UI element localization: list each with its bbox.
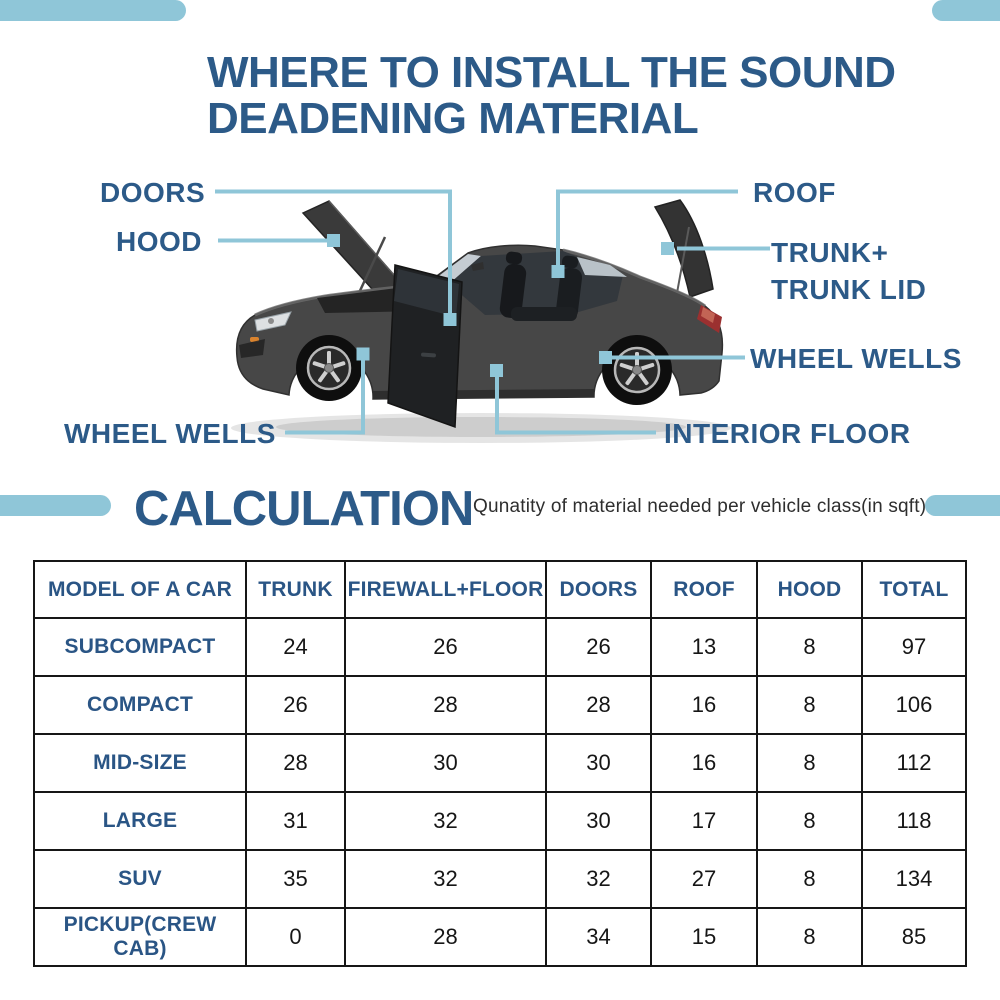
callout-line-roof (558, 192, 738, 266)
value-cell: 32 (345, 792, 546, 850)
value-cell: 26 (345, 618, 546, 676)
table-row (34, 792, 966, 850)
page-title-line2: DEADENING MATERIAL (207, 94, 699, 143)
table-body (34, 618, 966, 966)
table-row (34, 850, 966, 908)
value-cell: 106 (862, 676, 966, 734)
table-row (34, 908, 966, 966)
row-label: SUV (34, 850, 246, 908)
label-wheel-wells-left: WHEEL WELLS (64, 418, 276, 449)
value-cell: 35 (246, 850, 345, 908)
label-wheel-wells-right: WHEEL WELLS (750, 343, 962, 374)
calculation-table (33, 560, 967, 967)
value-cell: 30 (546, 734, 651, 792)
value-cell: 17 (651, 792, 757, 850)
column-header: DOORS (546, 561, 651, 618)
value-cell: 8 (757, 734, 862, 792)
accent-bar-top-right (932, 0, 1000, 21)
callout-marker-trunk (661, 242, 674, 255)
accent-bar-calc-left (0, 495, 111, 516)
value-cell: 8 (757, 676, 862, 734)
value-cell: 28 (345, 676, 546, 734)
value-cell: 8 (757, 908, 862, 966)
label-trunk (771, 234, 926, 308)
value-cell: 15 (651, 908, 757, 966)
value-cell: 28 (345, 908, 546, 966)
value-cell: 8 (757, 792, 862, 850)
label-hood: HOOD (116, 226, 202, 257)
callout-marker-hood (327, 234, 340, 247)
row-label: LARGE (34, 792, 246, 850)
value-cell: 112 (862, 734, 966, 792)
callout-marker-roof (552, 265, 565, 278)
value-cell: 26 (246, 676, 345, 734)
callout-line-doors (215, 192, 450, 314)
callout-marker-wheel-wells-right (599, 351, 612, 364)
column-header: HOOD (757, 561, 862, 618)
value-cell: 24 (246, 618, 345, 676)
value-cell: 28 (546, 676, 651, 734)
value-cell: 13 (651, 618, 757, 676)
value-cell: 31 (246, 792, 345, 850)
value-cell: 118 (862, 792, 966, 850)
callout-line-wheel-wells-left (285, 360, 363, 433)
car-diagram (0, 160, 1000, 475)
value-cell: 30 (345, 734, 546, 792)
table-row (34, 618, 966, 676)
callout-marker-wheel-wells-left (357, 348, 370, 361)
callout-marker-interior-floor (490, 364, 503, 377)
page-title (207, 50, 896, 142)
accent-bar-top-left (0, 0, 186, 21)
row-label: PICKUP(CREW CAB) (34, 908, 246, 966)
calculation-table-container (33, 560, 965, 967)
value-cell: 85 (862, 908, 966, 966)
value-cell: 8 (757, 850, 862, 908)
column-header: ROOF (651, 561, 757, 618)
value-cell: 28 (246, 734, 345, 792)
calculation-subtitle: Qunatity of material needed per vehicle class(in sqft) (473, 496, 927, 517)
row-label: COMPACT (34, 676, 246, 734)
value-cell: 8 (757, 618, 862, 676)
table-row (34, 676, 966, 734)
value-cell: 26 (546, 618, 651, 676)
column-header: TOTAL (862, 561, 966, 618)
label-roof: ROOF (753, 177, 836, 208)
page-title-line1: WHERE TO INSTALL THE SOUND (207, 48, 896, 97)
value-cell: 30 (546, 792, 651, 850)
accent-bar-calc-right (925, 495, 1000, 516)
value-cell: 27 (651, 850, 757, 908)
value-cell: 16 (651, 734, 757, 792)
table-row (34, 734, 966, 792)
value-cell: 134 (862, 850, 966, 908)
label-doors: DOORS (100, 177, 206, 208)
callout-marker-doors (444, 313, 457, 326)
callout-line-interior-floor (497, 377, 656, 433)
row-label: SUBCOMPACT (34, 618, 246, 676)
value-cell: 16 (651, 676, 757, 734)
column-header: FIREWALL+FLOOR (345, 561, 546, 618)
label-trunk-line2: TRUNK LID (771, 274, 927, 305)
label-trunk-line1: TRUNK+ (771, 237, 889, 268)
row-label: MID-SIZE (34, 734, 246, 792)
value-cell: 32 (546, 850, 651, 908)
value-cell: 34 (546, 908, 651, 966)
table-header-row (34, 561, 966, 618)
column-header: TRUNK (246, 561, 345, 618)
value-cell: 97 (862, 618, 966, 676)
label-interior-floor: INTERIOR FLOOR (664, 418, 911, 449)
value-cell: 32 (345, 850, 546, 908)
calculation-heading: CALCULATION (134, 482, 474, 536)
column-header: MODEL OF A CAR (34, 561, 246, 618)
value-cell: 0 (246, 908, 345, 966)
